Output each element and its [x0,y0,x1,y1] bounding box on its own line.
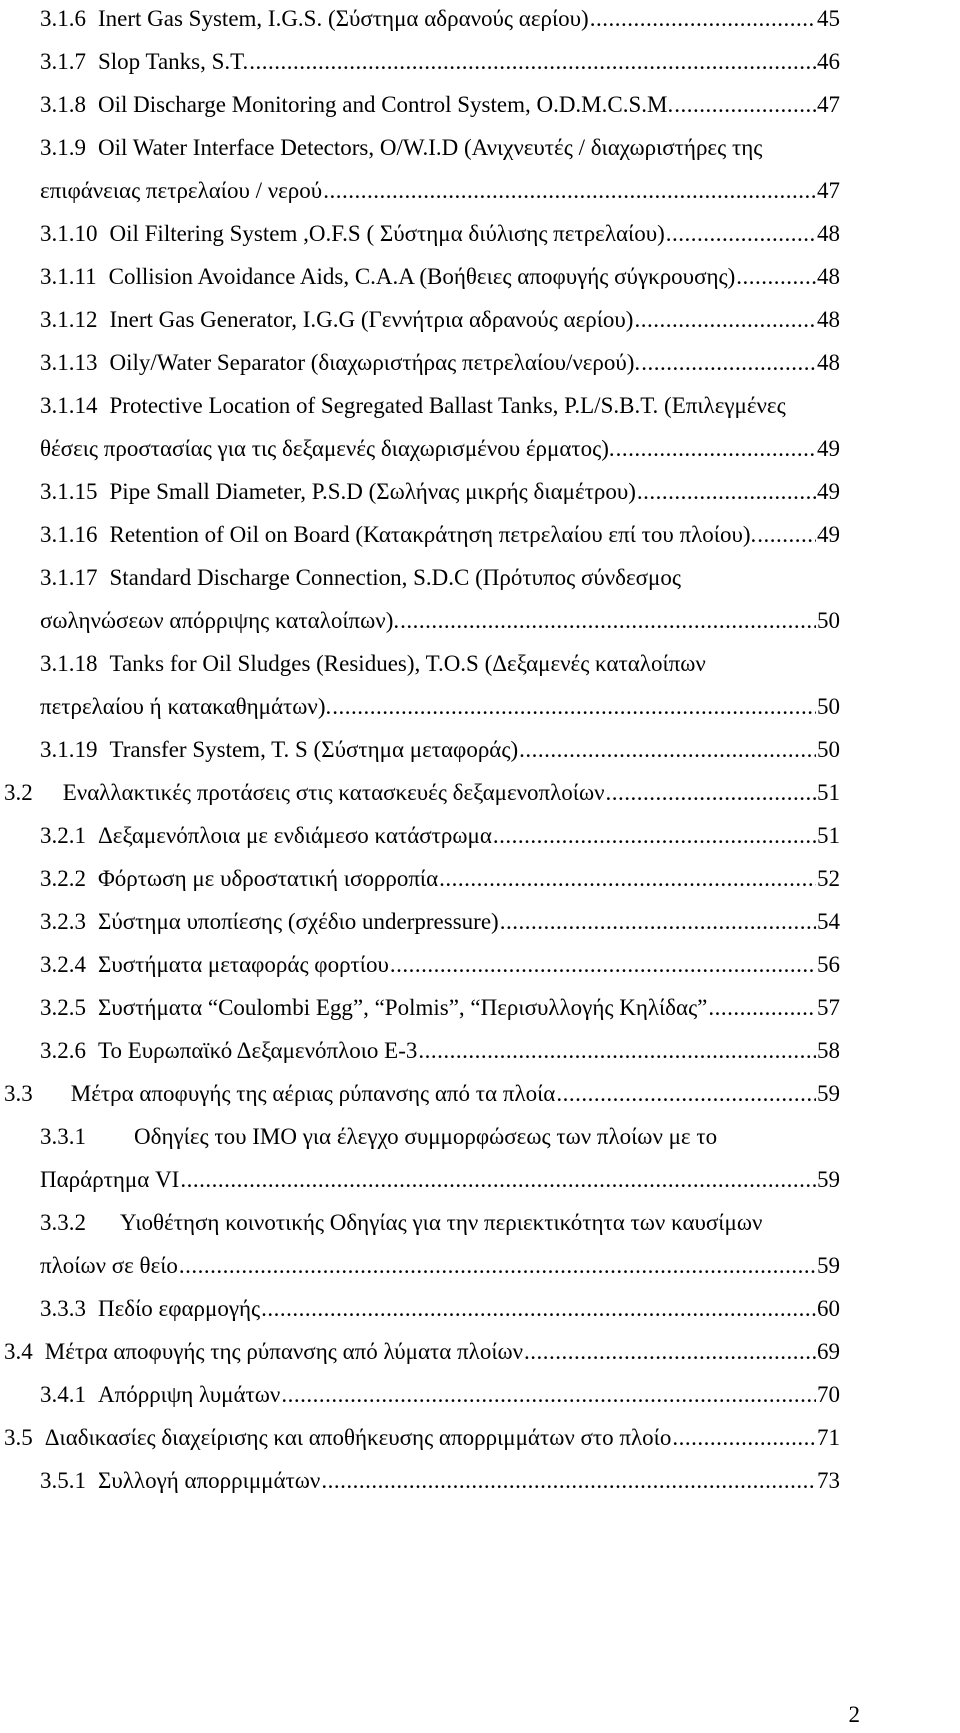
toc-entry[interactable]: 3.3.2 Υιοθέτηση κοινοτικής Οδηγίας για την περιεκτικότητα των καυσίμων πλοίων σε θείο ..... 59 [40,1208,840,1281]
toc-entry[interactable]: 3.1.17 Standard Discharge Connection, S.D.C (Πρότυπος σύνδεσμος σωληνώσεων απόρριψης καταλοίπων). ..... 50 [40,563,840,636]
toc-entry[interactable]: 3.2.6 Το Ευρωπαϊκό Δεξαμενόπλοιο E-3 ..... 58 [40,1036,840,1066]
toc-entry[interactable]: 3.1.18 Tanks for Oil Sludges (Residues), T.O.S (Δεξαμενές καταλοίπων πετρελαίου ή κατακαθημάτων). ..... 50 [40,649,840,722]
toc-entry[interactable]: 3.2.1 Δεξαμενόπλοια με ενδιάμεσο κατάστρωμα ..... 51 [40,821,840,851]
toc-entry[interactable]: 3.5 Διαδικασίες διαχείρισης και αποθήκευσης απορριμμάτων στο πλοίο ..... 71 [4,1423,840,1453]
toc-entry[interactable]: 3.1.13 Oily/Water Separator (διαχωριστήρας πετρελαίου/νερού). ..... 48 [40,348,840,378]
toc-entry[interactable]: 3.2.4 Συστήματα μεταφοράς φορτίου ..... 56 [40,950,840,980]
toc-entry[interactable]: 3.3.1 Οδηγίες του IMO για έλεγχο συμμορφώσεως των πλοίων με το Παράρτημα VI ..... 59 [40,1122,840,1195]
toc-entry[interactable]: 3.1.12 Inert Gas Generator, I.G.G (Γεννήτρια αδρανούς αερίου) ..... 48 [40,305,840,335]
toc-entry[interactable]: 3.1.7 Slop Tanks, S.T. ..... 46 [40,47,840,77]
toc-entry[interactable]: 3.1.14 Protective Location of Segregated Ballast Tanks, P.L/S.B.T. (Επιλεγμένες θέσεις προστασίας για τις δεξαμενές διαχωρισμένου έρματος). ..... 49 [40,391,840,464]
toc-entry[interactable]: 3.3.3 Πεδίο εφαρμογής ..... 60 [40,1294,840,1324]
toc-entry[interactable]: 3.5.1 Συλλογή απορριμμάτων ..... 73 [40,1466,840,1496]
toc-entry[interactable]: 3.1.11 Collision Avoidance Aids, C.A.A (Βοήθειες αποφυγής σύγκρουσης) ..... 48 [40,262,840,292]
toc-entry[interactable]: 3.3 Μέτρα αποφυγής της αέριας ρύπανσης από τα πλοία ..... 59 [4,1079,840,1109]
toc-entry[interactable]: 3.4.1 Απόρριψη λυμάτων ..... 70 [40,1380,840,1410]
toc-entry[interactable]: 3.2.5 Συστήματα “Coulombi Egg”, “Polmis”, “Περισυλλογής Κηλίδας” ..... 57 [40,993,840,1023]
toc-entry[interactable]: 3.2 Εναλλακτικές προτάσεις στις κατασκευές δεξαμενοπλοίων ..... 51 [4,778,840,808]
toc-entry[interactable]: 3.1.6 Inert Gas System, I.G.S. (Σύστημα αδρανούς αερίου) ..... 45 [40,4,840,34]
toc-entry[interactable]: 3.2.2 Φόρτωση με υδροστατική ισορροπία ..... 52 [40,864,840,894]
toc-entry[interactable]: 3.4 Μέτρα αποφυγής της ρύπανσης από λύματα πλοίων ..... 69 [4,1337,840,1367]
page-number: 2 [848,1702,860,1727]
toc-entry[interactable]: 3.1.15 Pipe Small Diameter, P.S.D (Σωλήνας μικρής διαμέτρου) ..... 49 [40,477,840,507]
toc-entry[interactable]: 3.1.8 Oil Discharge Monitoring and Control System, O.D.M.C.S.M. ..... 47 [40,90,840,120]
toc-entry[interactable]: 3.1.16 Retention of Oil on Board (Κατακράτηση πετρελαίου επί του πλοίου). ..... 49 [40,520,840,550]
toc-entry[interactable]: 3.1.19 Transfer System, T. S (Σύστημα μεταφοράς) ..... 50 [40,735,840,765]
toc-entry[interactable]: 3.1.10 Oil Filtering System ,O.F.S ( Σύστημα διύλισης πετρελαίου) ..... 48 [40,219,840,249]
toc-entry[interactable]: 3.1.9 Oil Water Interface Detectors, O/W.I.D (Ανιχνευτές / διαχωριστήρες της επιφάνειας πετρελαίου / νερού ..... 47 [40,133,840,206]
toc-entry[interactable]: 3.2.3 Σύστημα υποπίεσης (σχέδιο underpressure) ..... 54 [40,907,840,937]
